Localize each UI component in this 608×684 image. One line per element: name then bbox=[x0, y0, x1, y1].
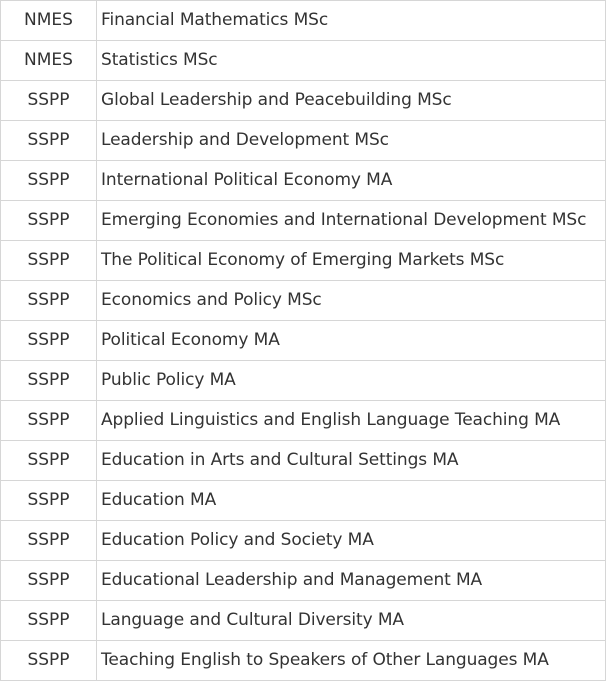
table-row bbox=[1, 401, 606, 441]
school-cell: NMES bbox=[1, 1, 97, 41]
table-row bbox=[1, 121, 606, 161]
program-cell: Educational Leadership and Management MA bbox=[97, 561, 606, 601]
table-row bbox=[1, 361, 606, 401]
school-cell: SSPP bbox=[1, 601, 97, 641]
table-row bbox=[1, 201, 606, 241]
table-row bbox=[1, 441, 606, 481]
program-cell: International Political Economy MA bbox=[97, 161, 606, 201]
school-cell: SSPP bbox=[1, 201, 97, 241]
program-cell: Financial Mathematics MSc bbox=[97, 1, 606, 41]
school-cell: SSPP bbox=[1, 401, 97, 441]
school-cell: SSPP bbox=[1, 521, 97, 561]
program-cell: Education Policy and Society MA bbox=[97, 521, 606, 561]
table-row bbox=[1, 601, 606, 641]
table-row bbox=[1, 481, 606, 521]
school-cell: SSPP bbox=[1, 281, 97, 321]
school-cell: SSPP bbox=[1, 481, 97, 521]
table-row bbox=[1, 161, 606, 201]
school-cell: SSPP bbox=[1, 121, 97, 161]
table-row bbox=[1, 41, 606, 81]
table-row bbox=[1, 281, 606, 321]
table-row bbox=[1, 321, 606, 361]
school-cell: SSPP bbox=[1, 441, 97, 481]
program-cell: Leadership and Development MSc bbox=[97, 121, 606, 161]
table-row bbox=[1, 1, 606, 41]
program-cell: Statistics MSc bbox=[97, 41, 606, 81]
table-row bbox=[1, 241, 606, 281]
program-cell: Public Policy MA bbox=[97, 361, 606, 401]
program-cell: Economics and Policy MSc bbox=[97, 281, 606, 321]
school-cell: SSPP bbox=[1, 321, 97, 361]
program-cell: Global Leadership and Peacebuilding MSc bbox=[97, 81, 606, 121]
table-row bbox=[1, 81, 606, 121]
table-row bbox=[1, 521, 606, 561]
table-row bbox=[1, 561, 606, 601]
program-cell: Political Economy MA bbox=[97, 321, 606, 361]
school-cell: SSPP bbox=[1, 81, 97, 121]
program-cell: Applied Linguistics and English Language Teaching MA bbox=[97, 401, 606, 441]
school-cell: SSPP bbox=[1, 641, 97, 681]
school-cell: SSPP bbox=[1, 241, 97, 281]
school-cell: NMES bbox=[1, 41, 97, 81]
program-cell: Education in Arts and Cultural Settings MA bbox=[97, 441, 606, 481]
program-cell: Education MA bbox=[97, 481, 606, 521]
school-cell: SSPP bbox=[1, 161, 97, 201]
school-cell: SSPP bbox=[1, 561, 97, 601]
program-cell: Language and Cultural Diversity MA bbox=[97, 601, 606, 641]
program-cell: Teaching English to Speakers of Other Languages MA bbox=[97, 641, 606, 681]
school-cell: SSPP bbox=[1, 361, 97, 401]
table-row bbox=[1, 641, 606, 681]
program-cell: Emerging Economies and International Development MSc bbox=[97, 201, 606, 241]
program-cell: The Political Economy of Emerging Markets MSc bbox=[97, 241, 606, 281]
